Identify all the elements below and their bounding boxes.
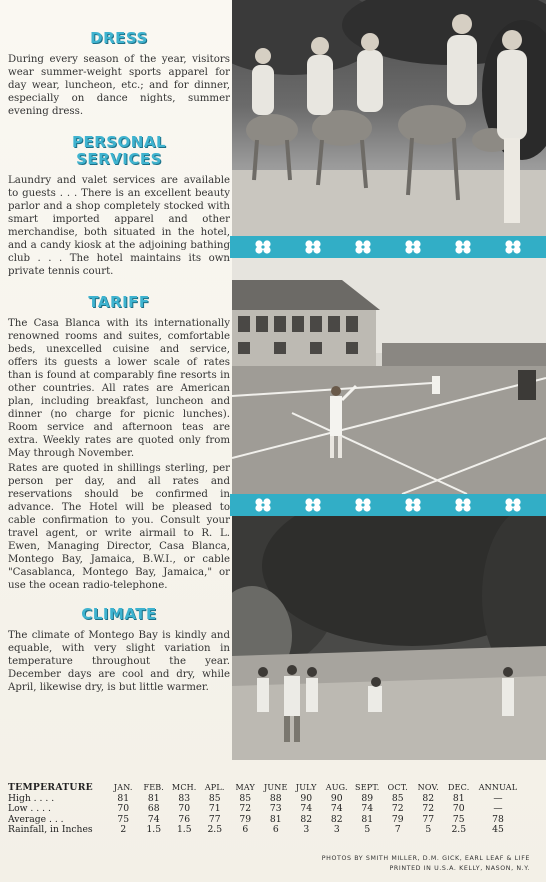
month-header: NOV.	[417, 783, 439, 792]
table-cell: 82	[330, 813, 343, 825]
table-cell: 2.5	[451, 824, 467, 836]
table-cell: 1.5	[146, 824, 162, 836]
table-cell: 3	[333, 824, 340, 836]
table-cell: 82	[422, 792, 435, 804]
flower-icon	[353, 497, 373, 513]
section-heading: CLIMATE	[81, 605, 157, 623]
month-header: ANNUAL	[478, 783, 518, 792]
month-header: FEB.	[143, 783, 165, 792]
table-cell: 81	[117, 792, 130, 804]
flower-icon	[303, 497, 323, 513]
month-header: OCT.	[387, 783, 408, 792]
photo-donkey-riders-icon	[232, 0, 546, 236]
table-cell: 81	[361, 813, 374, 825]
table-cell: 81	[269, 813, 282, 825]
photo-golf-lawn-icon	[232, 516, 546, 760]
table-cell: 81	[147, 792, 160, 804]
flower-icon	[253, 239, 273, 255]
month-header: JUNE	[263, 783, 288, 792]
table-cell: 76	[178, 813, 191, 825]
table-cell: 90	[330, 792, 343, 804]
section-heading: TARIFF	[88, 293, 150, 311]
flower-icon	[353, 239, 373, 255]
table-cell: 72	[391, 803, 404, 815]
flower-icon	[453, 239, 473, 255]
table-cell: 81	[452, 792, 465, 804]
photo-credit-line: PHOTOS BY SMITH MILLER, D.M. GICK, EARL LEAF & LIFE	[321, 855, 530, 862]
table-cell: 45	[492, 824, 504, 836]
table-cell: 5	[425, 824, 432, 836]
table-cell: 2	[120, 824, 127, 836]
table-cell: 6	[242, 824, 249, 836]
photo-tennis-court	[232, 258, 546, 494]
month-header: AUG.	[325, 783, 348, 792]
table-header-row	[8, 783, 538, 794]
flower-icon	[303, 239, 323, 255]
month-header: MCH.	[171, 783, 197, 792]
table-cell: 85	[239, 792, 252, 804]
temperature-table	[8, 783, 538, 836]
table-cell: 79	[391, 813, 404, 825]
table-cell: 75	[452, 813, 465, 825]
table-cell: 82	[300, 813, 313, 825]
table-cell: 5	[364, 824, 371, 836]
table-cell: 74	[361, 803, 374, 815]
month-header: MAY	[235, 783, 256, 792]
table-cell: 73	[269, 803, 282, 815]
section-body: The climate of Montego Bay is kindly and equable, with very slight variation in temperature throughout the year. December days are cool and dry, while April, likewise dry, is but little warmer.	[8, 630, 230, 693]
text-column	[8, 30, 230, 710]
section-heading: DRESS	[90, 29, 148, 47]
section-body: During every season of the year, visitors wear summer-weight sports apparel for day wear, luncheon, etc.; and for dinner, especially on dance nights, summer evening dress.	[8, 54, 230, 117]
table-cell: 77	[208, 813, 221, 825]
flower-icon	[403, 239, 423, 255]
table-cell: 70	[452, 803, 465, 815]
table-cell: 85	[208, 792, 221, 804]
section-body: Laundry and valet services are available to guests . . . There is an excellent beauty parlor and a shop completely stocked with smart imported apparel and other merchandise, both situated in the hotel, and a candy kiosk at the adjoining bathing club . . . The hotel maintains its own private tennis court.	[8, 175, 230, 277]
table-cell: 75	[117, 813, 130, 825]
month-header: APL.	[204, 783, 225, 792]
month-header: DEC.	[448, 783, 470, 792]
table-cell: 6	[272, 824, 279, 836]
flower-icon	[503, 497, 523, 513]
row-label: Average . . .	[8, 814, 64, 825]
table-cell: 70	[117, 803, 130, 815]
table-cell: 74	[300, 803, 313, 815]
table-cell: 74	[330, 803, 343, 815]
section-climate	[8, 606, 230, 694]
table-cell: 3	[303, 824, 310, 836]
flower-icon	[453, 497, 473, 513]
table-cell: 70	[178, 803, 191, 815]
section-heading: PERSONAL SERVICES	[71, 133, 167, 168]
table-cell: 78	[492, 813, 504, 825]
month-header: JAN.	[113, 783, 133, 792]
table-title: TEMPERATURE	[8, 783, 93, 793]
table-cell: —	[493, 803, 503, 815]
table-cell: 85	[391, 792, 404, 804]
table-cell: 2.5	[207, 824, 223, 836]
table-cell: 68	[147, 803, 160, 815]
table-cell: 72	[422, 803, 435, 815]
printer-credit-line: PRINTED IN U.S.A. KELLY, NASON, N.Y.	[389, 865, 530, 872]
decorative-flower-band	[230, 494, 546, 516]
row-label: Low . . . .	[8, 804, 51, 815]
table-cell: 83	[178, 792, 191, 804]
table-cell: 89	[361, 792, 374, 804]
table-cell: 90	[300, 792, 313, 804]
month-header: JULY	[295, 783, 317, 792]
decorative-flower-band	[230, 236, 546, 258]
month-header: SEPT.	[355, 783, 380, 792]
photo-golf-lawn	[232, 516, 546, 760]
row-label: Rainfall, in Inches	[8, 825, 93, 836]
flower-icon	[253, 497, 273, 513]
row-label: High . . . .	[8, 793, 55, 804]
flower-icon	[503, 239, 523, 255]
section-body: The Casa Blanca with its internationally renowned rooms and suites, comfortable beds, unexcelled cuisine and service, offers its guests a lower scale of rates than is found at comparably fine resorts in other countries. All rates are American plan, including breakfast, luncheon and dinner (no charge for picnic lunches). Room service and afternoon teas are extra. Weekly rates are quoted only from May through November.	[8, 318, 230, 459]
table-cell: 88	[269, 792, 282, 804]
table-cell: 77	[422, 813, 435, 825]
table-cell: 72	[239, 803, 252, 815]
flower-icon	[403, 497, 423, 513]
section-dress	[8, 30, 230, 118]
photo-donkey-riders	[232, 0, 546, 236]
photo-credits	[230, 854, 530, 874]
table-cell: 1.5	[176, 824, 192, 836]
table-cell: 79	[239, 813, 252, 825]
section-tariff	[8, 294, 230, 592]
photo-tennis-court-icon	[232, 258, 546, 494]
section-personal-services	[8, 134, 230, 278]
table-cell: 7	[394, 824, 401, 836]
section-body-2: Rates are quoted in shillings sterling, per person per day, and all rates and reservations should be confirmed in advance. The Hotel will be pleased to cable confirmation to you. Consult your travel agent, or write airmail to R. L. Ewen, Managing Director, Casa Blanca, Montego Bay, Jamaica, B.W.I., or cable "Casablanca, Montego Bay, Jamaica," or use the ocean radio-telephone.	[8, 463, 230, 591]
table-cell: —	[493, 792, 503, 804]
table-cell: 74	[147, 813, 160, 825]
table-row-rainfall	[8, 825, 538, 836]
table-cell: 71	[208, 803, 221, 815]
